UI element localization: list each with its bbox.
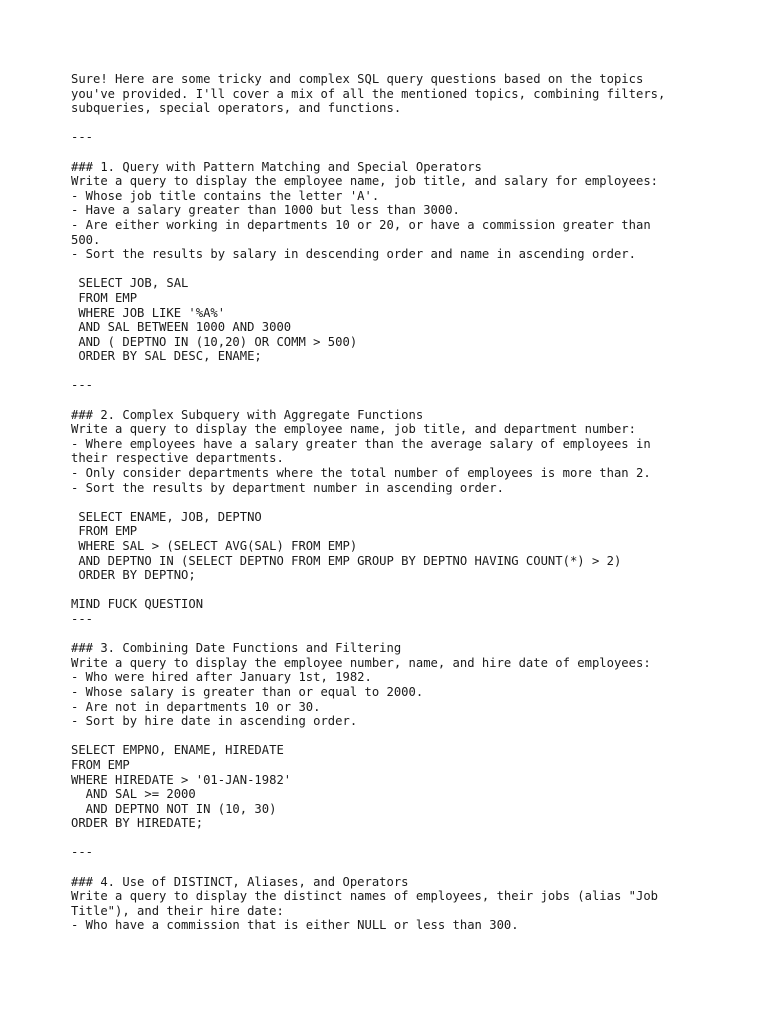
text-line: - Who were hired after January 1st, 1982. xyxy=(71,670,372,685)
blank-line xyxy=(71,627,711,642)
text-line: SELECT EMPNO, ENAME, HIREDATE xyxy=(71,743,284,758)
text-line: SELECT JOB, SAL xyxy=(71,276,189,291)
text-line: FROM EMP xyxy=(71,757,130,772)
text-line: - Where employees have a salary greater than the average salary of employees in xyxy=(71,436,651,451)
text-line: their respective departments. xyxy=(71,451,284,466)
text-line: MIND FUCK QUESTION xyxy=(71,597,204,612)
blank-line xyxy=(71,262,711,277)
text-line: --- xyxy=(71,845,94,860)
text-line: - Sort the results by salary in descending order and name in ascending order. xyxy=(71,247,636,262)
text-line: you've provided. I'll cover a mix of all the mentioned topics, combining filters, xyxy=(71,86,666,101)
text-line: AND SAL BETWEEN 1000 AND 3000 xyxy=(71,320,292,335)
text-line: --- xyxy=(71,378,94,393)
text-line: - Sort the results by department number in ascending order. xyxy=(71,480,504,495)
text-line: - Sort by hire date in ascending order. xyxy=(71,714,358,729)
text-line: ORDER BY DEPTNO; xyxy=(71,568,196,583)
text-line: - Only consider departments where the total number of employees is more than 2. xyxy=(71,466,651,481)
text-line: --- xyxy=(71,130,94,145)
text-line: Sure! Here are some tricky and complex SQL query questions based on the topics xyxy=(71,72,644,86)
text-line: WHERE SAL > (SELECT AVG(SAL) FROM EMP) xyxy=(71,539,358,553)
document-body xyxy=(71,72,711,933)
text-line: subqueries, special operators, and functions. xyxy=(71,101,402,116)
blank-line xyxy=(71,364,711,379)
text-line: Write a query to display the employee name, job title, and salary for employees: xyxy=(71,174,658,189)
text-line: ORDER BY SAL DESC, ENAME; xyxy=(71,349,262,364)
text-line: - Whose job title contains the letter 'A'. xyxy=(71,188,380,203)
text-line: - Who have a commission that is either NULL or less than 300. xyxy=(71,918,519,933)
text-line: WHERE HIREDATE > '01-JAN-1982' xyxy=(71,772,292,787)
text-line: - Have a salary greater than 1000 but less than 3000. xyxy=(71,203,460,218)
text-line: 500. xyxy=(71,232,101,247)
blank-line xyxy=(71,393,711,408)
text-line: - Are either working in departments 10 or 20, or have a commission greater than xyxy=(71,217,651,232)
text-line: ### 1. Query with Pattern Matching and Special Operators xyxy=(71,159,482,174)
text-line: AND DEPTNO IN (SELECT DEPTNO FROM EMP GROUP BY DEPTNO HAVING COUNT(*) > 2) xyxy=(71,553,622,568)
text-line: SELECT ENAME, JOB, DEPTNO xyxy=(71,509,262,524)
text-line: Write a query to display the employee number, name, and hire date of employees: xyxy=(71,655,651,670)
text-line: AND DEPTNO NOT IN (10, 30) xyxy=(71,801,277,816)
blank-line xyxy=(71,831,711,846)
text-line: FROM EMP xyxy=(71,290,138,305)
text-line: ### 3. Combining Date Functions and Filtering xyxy=(71,641,402,656)
text-line: Write a query to display the distinct names of employees, their jobs (alias "Job xyxy=(71,889,658,904)
text-line: ### 2. Complex Subquery with Aggregate Functions xyxy=(71,407,424,422)
blank-line xyxy=(71,495,711,510)
text-line: Title"), and their hire date: xyxy=(71,903,284,918)
blank-line xyxy=(71,145,711,160)
blank-line xyxy=(71,860,711,875)
blank-line xyxy=(71,729,711,744)
text-line: ### 4. Use of DISTINCT, Aliases, and Operators xyxy=(71,874,409,889)
text-line: Write a query to display the employee name, job title, and department number: xyxy=(71,422,636,437)
text-line: - Whose salary is greater than or equal to 2000. xyxy=(71,684,424,699)
text-line: --- xyxy=(71,611,94,626)
text-line: AND ( DEPTNO IN (10,20) OR COMM > 500) xyxy=(71,334,358,349)
text-line: - Are not in departments 10 or 30. xyxy=(71,699,321,714)
blank-line xyxy=(71,116,711,131)
text-line: AND SAL >= 2000 xyxy=(71,787,196,802)
text-line: WHERE JOB LIKE '%A%' xyxy=(71,305,226,320)
text-line: FROM EMP xyxy=(71,524,138,539)
text-line: ORDER BY HIREDATE; xyxy=(71,816,204,831)
blank-line xyxy=(71,583,711,598)
